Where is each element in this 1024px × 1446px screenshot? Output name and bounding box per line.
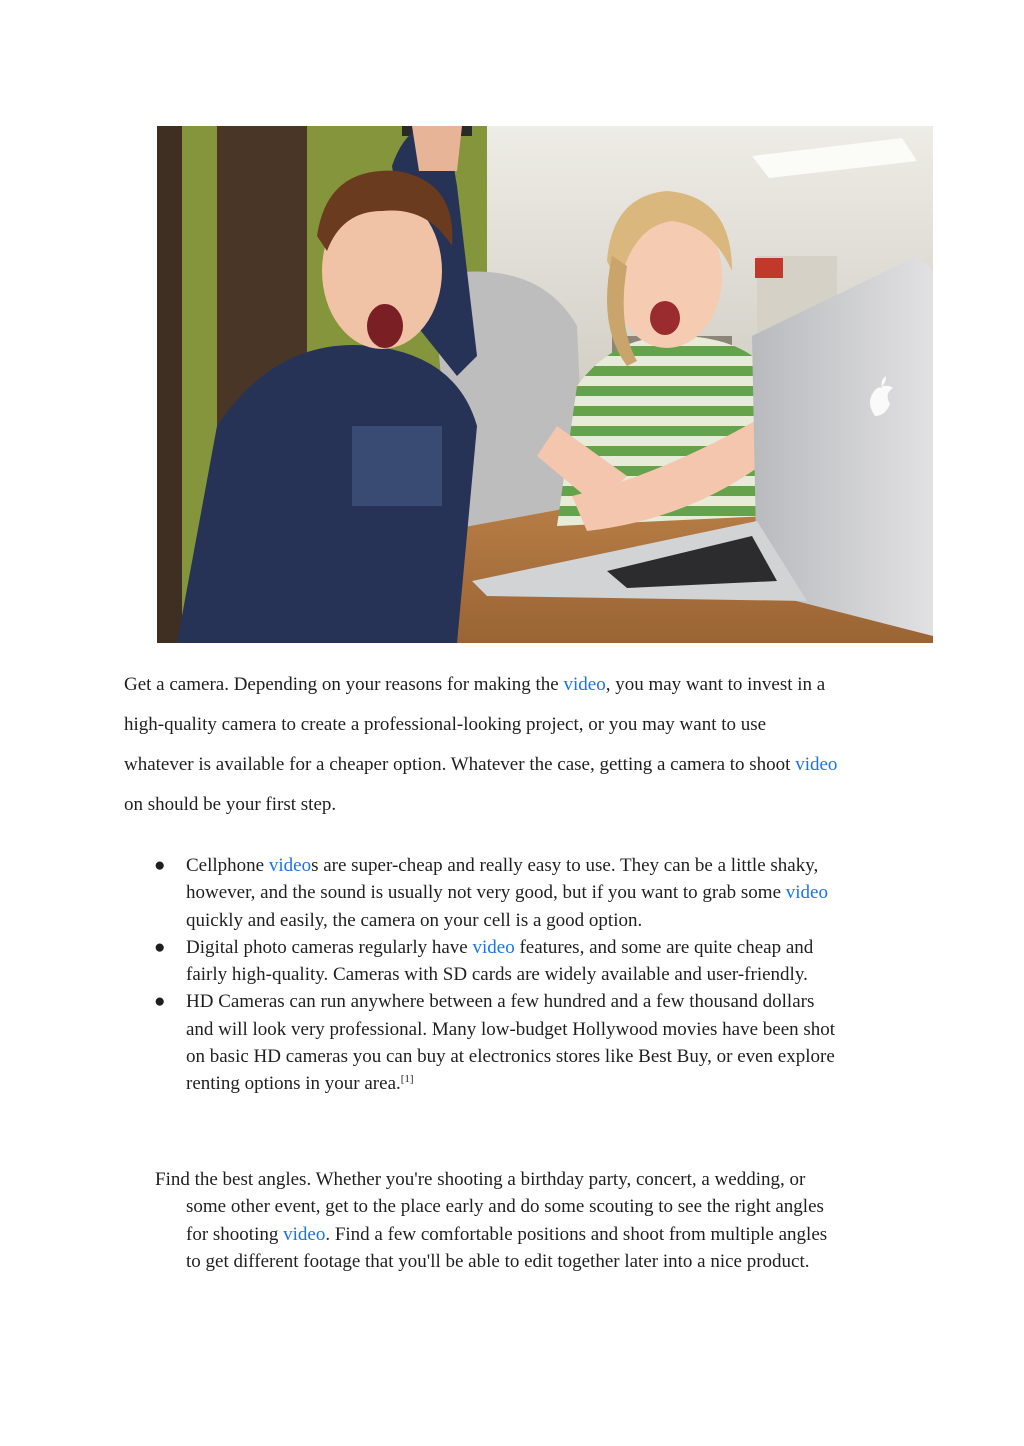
paragraph-line: whatever is available for a cheaper option. Whatever the case, getting a camera to shoot video bbox=[124, 754, 838, 775]
kids-laptop-photo bbox=[157, 126, 933, 643]
paragraph-line: on should be your first step. bbox=[124, 794, 337, 815]
bullet-icon: ● bbox=[154, 991, 166, 1013]
list-line: and will look very professional. Many low-budget Hollywood movies have been shot bbox=[186, 1018, 836, 1040]
list-line: renting options in your area.[1] bbox=[186, 1073, 414, 1095]
list-line: Cellphone videos are super-cheap and really easy to use. They can be a little shaky, bbox=[186, 855, 819, 876]
footnote-reference[interactable]: [1] bbox=[400, 1073, 414, 1086]
list-line: on basic HD cameras you can buy at electronics stores like Best Buy, or even explore bbox=[186, 1046, 835, 1068]
list-line: Digital photo cameras regularly have video features, and some are quite cheap and bbox=[186, 936, 814, 958]
video-link[interactable]: video bbox=[268, 855, 312, 876]
video-link[interactable]: video bbox=[283, 1223, 326, 1245]
bullet-icon: ● bbox=[154, 855, 166, 876]
video-link[interactable]: video bbox=[563, 674, 606, 695]
list-item-hd-camera bbox=[124, 988, 904, 1097]
paragraph-line: for shooting video. Find a few comfortable positions and shoot from multiple angles bbox=[186, 1223, 828, 1245]
video-link[interactable]: video bbox=[472, 936, 515, 958]
paragraph-line: Get a camera. Depending on your reasons for making the video, you may want to invest in a bbox=[124, 674, 826, 695]
paragraph-line: some other event, get to the place early and do some scouting to see the right angles bbox=[186, 1196, 824, 1218]
list-line: fairly high-quality. Cameras with SD cards are widely available and user-friendly. bbox=[186, 964, 808, 986]
paragraph-line: high-quality camera to create a professional-looking project, or you may want to use bbox=[124, 714, 767, 735]
video-link[interactable]: video bbox=[795, 754, 838, 775]
video-link[interactable]: video bbox=[785, 882, 828, 904]
camera-paragraph bbox=[124, 665, 914, 825]
angles-paragraph bbox=[155, 1166, 895, 1275]
bullet-icon: ● bbox=[154, 936, 166, 958]
list-line: HD Cameras can run anywhere between a few hundred and a few thousand dollars bbox=[186, 991, 815, 1013]
list-item-cellphone bbox=[124, 852, 904, 934]
list-line: however, and the sound is usually not very good, but if you want to grab some video bbox=[186, 882, 828, 904]
paragraph-line: Find the best angles. Whether you're shooting a birthday party, concert, a wedding, or bbox=[155, 1169, 806, 1190]
camera-options-list bbox=[124, 852, 904, 1098]
list-line: quickly and easily, the camera on your cell is a good option. bbox=[186, 909, 643, 931]
list-item-digital-camera bbox=[124, 934, 904, 989]
paragraph-line: to get different footage that you'll be able to edit together later into a nice product. bbox=[186, 1250, 810, 1272]
